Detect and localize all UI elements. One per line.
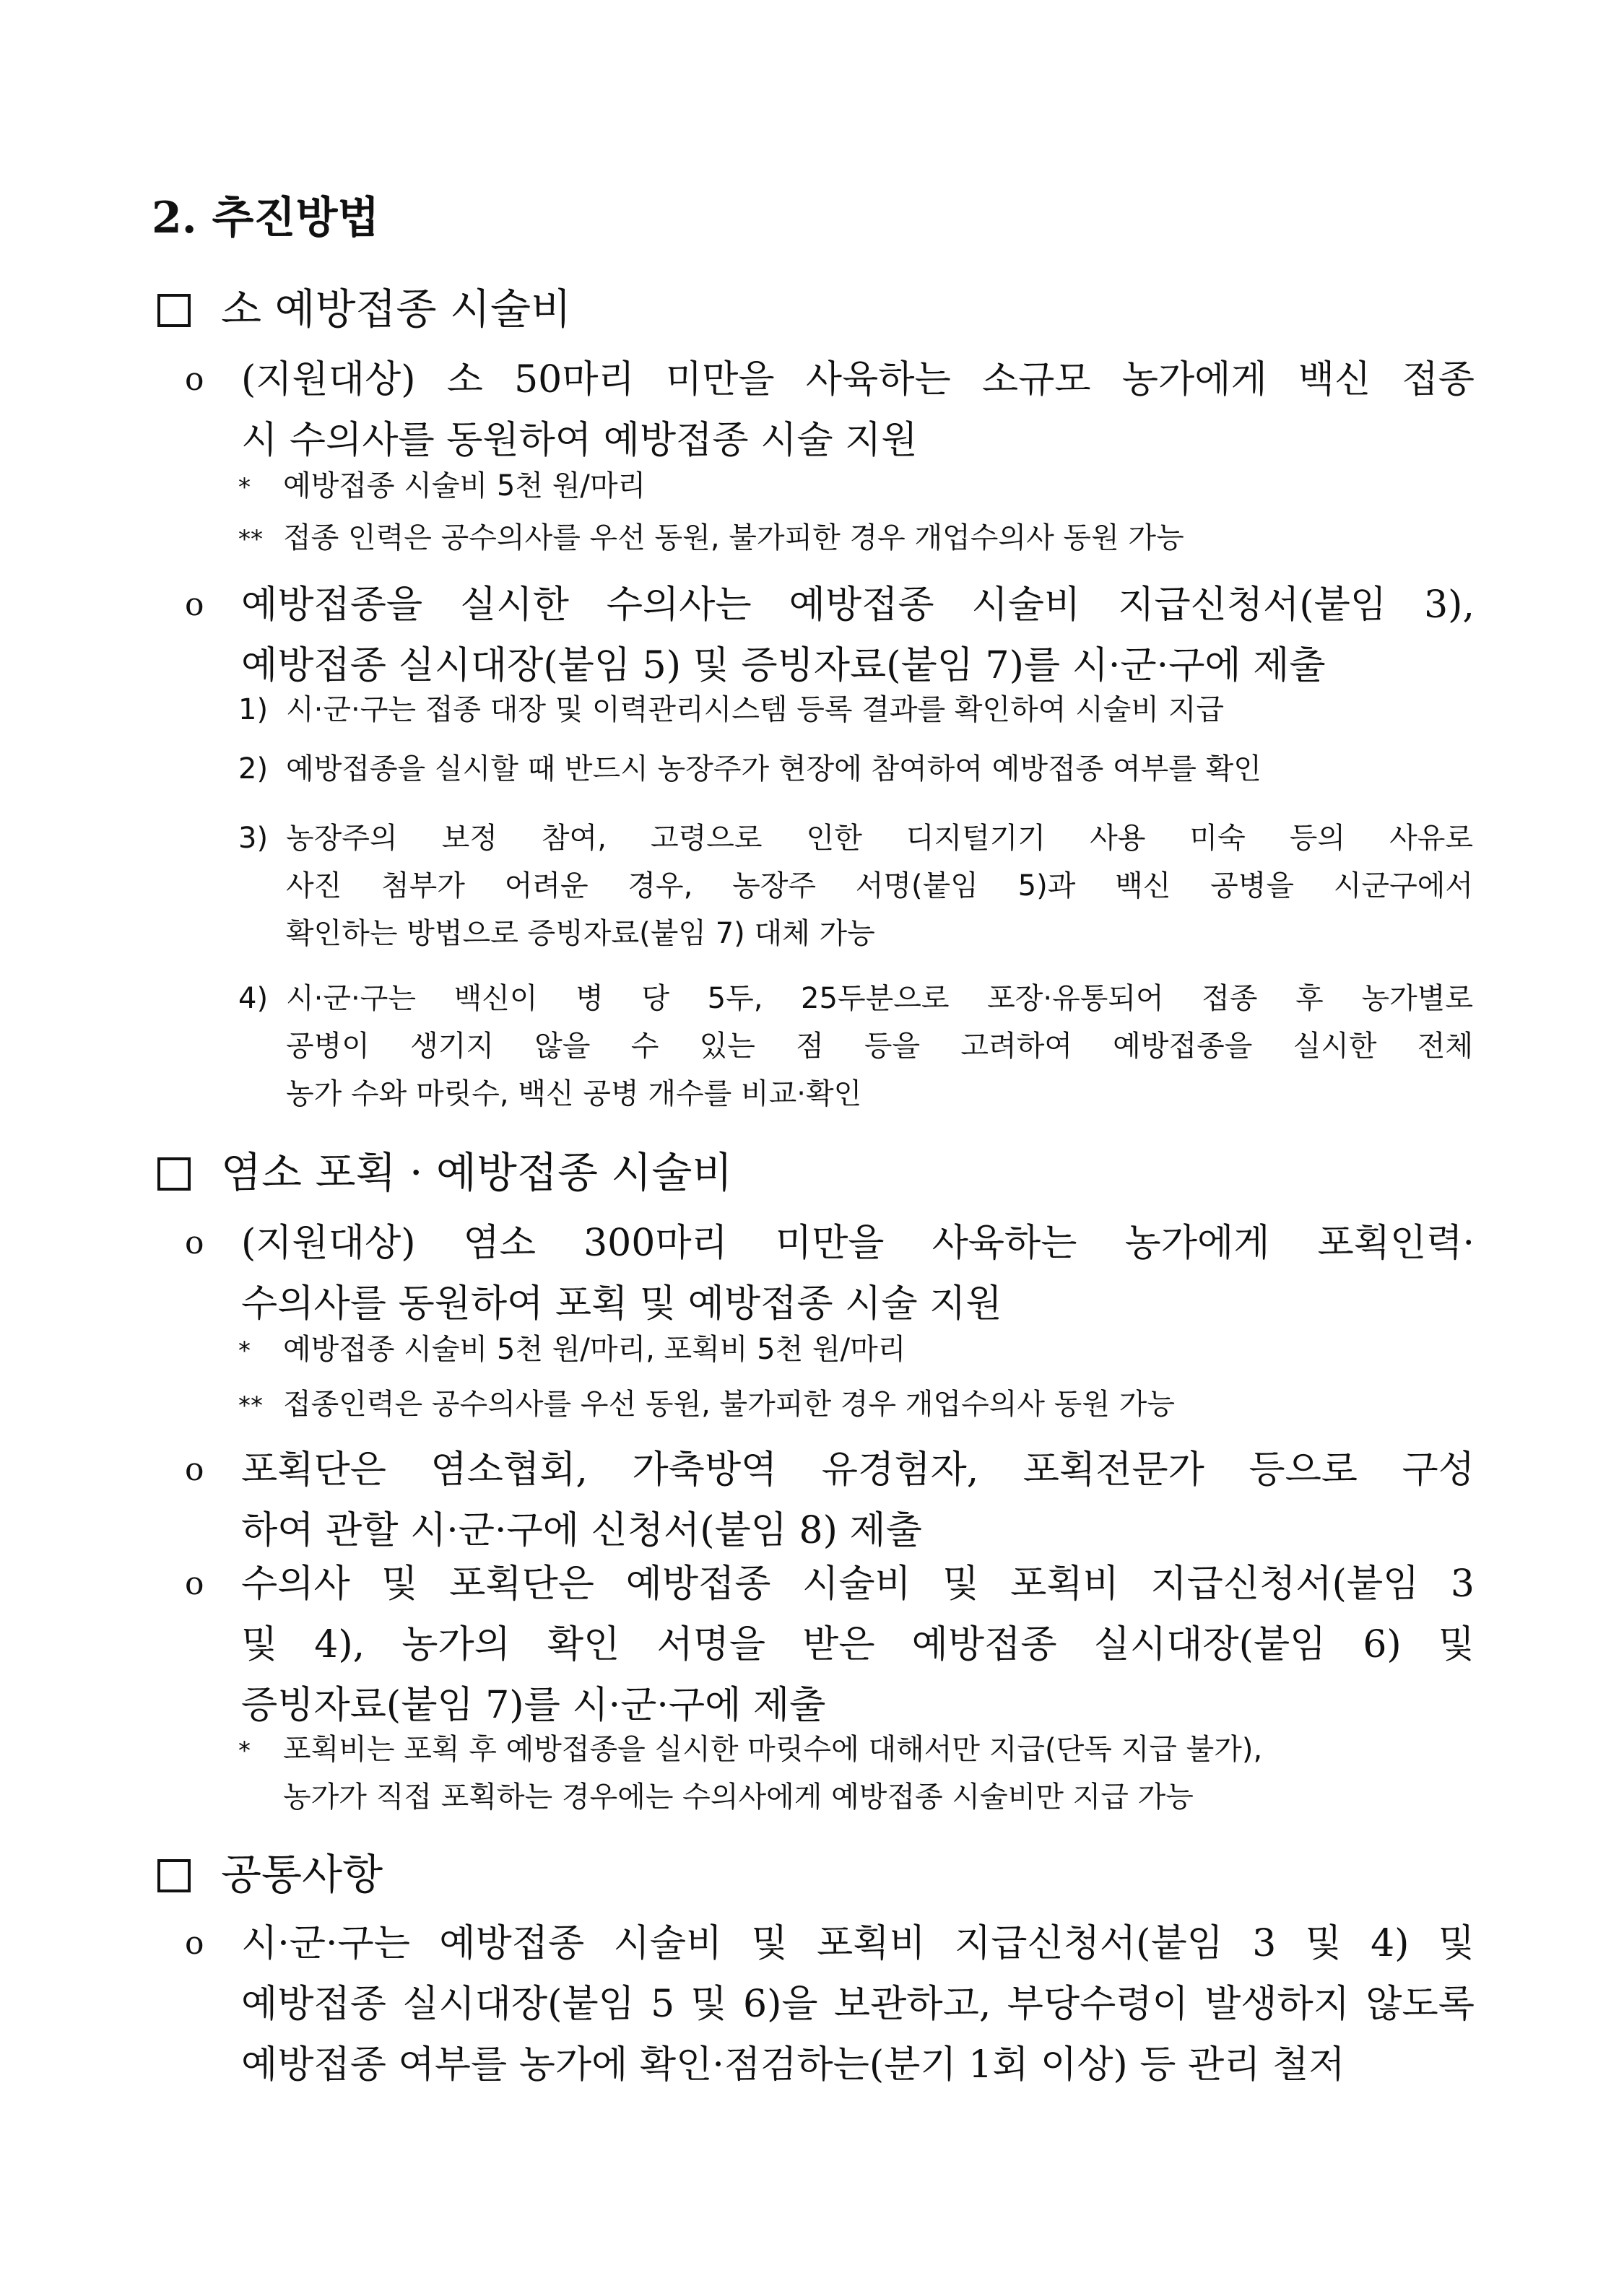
section-title: 소 예방접종 시술비 — [157, 280, 571, 338]
bullet-item: o 수의사 및 포획단은 예방접종 시술비 및 포획비 지급신청서(붙임 3 및 4), 농가의 확인 서명을 받은 예방접종 실시대장(붙임 6) 및 증빙자료(붙임 7)를 시·군·구에 제출 — [189, 1554, 1475, 1736]
section-title: 공통사항 — [157, 1845, 383, 1903]
numbered-item: 2) 예방접종을 실시할 때 반드시 농장주가 현장에 참여하여 예방접종 여부를 확인 — [238, 752, 1262, 786]
circle-bullet-icon: o — [185, 361, 204, 398]
numbered-item: 4) 시·군·구는 백신이 병 당 5두, 25두분으로 포장·유통되어 접종 후 농가별로 공병이 생기지 않을 수 있는 점 등을 고려하여 예방접종을 실시한 전체 농가 수와 마릿수, 백신 공병 개수를 비교·확인 — [238, 982, 1473, 1110]
circle-bullet-icon: o — [185, 1225, 204, 1261]
footnote-continuation: 농가가 직접 포획하는 경우에는 수의사에게 예방접종 시술비만 지급 가능 — [283, 1780, 1194, 1814]
footnote: * 예방접종 시술비 5천 원/마리, 포획비 5천 원/마리 — [238, 1333, 906, 1366]
bullet-item: o (지원대상) 소 50마리 미만을 사육하는 소규모 농가에게 백신 접종 시 수의사를 동원하여 예방접종 시술 지원 — [189, 349, 1475, 471]
footnote: ** 접종 인력은 공수의사를 우선 동원, 불가피한 경우 개업수의사 동원 가능 — [238, 521, 1184, 555]
bullet-item: o 포획단은 염소협회, 가축방역 유경험자, 포획전문가 등으로 구성 하여 관할 시·군·구에 신청서(붙임 8) 제출 — [189, 1440, 1475, 1561]
footnote: * 예방접종 시술비 5천 원/마리 — [238, 469, 646, 503]
footnote: ** 접종인력은 공수의사를 우선 동원, 불가피한 경우 개업수의사 동원 가능 — [238, 1388, 1175, 1421]
circle-bullet-icon: o — [185, 1925, 204, 1962]
checkbox-square-icon — [157, 294, 191, 327]
bullet-item: o 예방접종을 실시한 수의사는 예방접종 시술비 지급신청서(붙임 3), 예방접종 실시대장(붙임 5) 및 증빙자료(붙임 7)를 시·군·구에 제출 — [189, 575, 1475, 696]
section-heading: 2. 추진방법 — [152, 193, 380, 243]
circle-bullet-icon: o — [185, 1451, 204, 1488]
checkbox-square-icon — [157, 1859, 191, 1892]
section-title: 염소 포획 · 예방접종 시술비 — [157, 1144, 733, 1201]
circle-bullet-icon: o — [185, 1565, 204, 1602]
circle-bullet-icon: o — [185, 586, 204, 623]
bullet-item: o 시·군·구는 예방접종 시술비 및 포획비 지급신청서(붙임 3 및 4) 및 예방접종 실시대장(붙임 5 및 6)을 보관하고, 부당수령이 발생하지 않도록 예방접종 여부를 농가에 확인·점검하는(분기 1회 이상) 등 관리 철저 — [189, 1913, 1475, 2095]
numbered-item: 3) 농장주의 보정 참여, 고령으로 인한 디지털기기 사용 미숙 등의 사유로 사진 첨부가 어려운 경우, 농장주 서명(붙임 5)과 백신 공병을 시군구에서 확인하는 방법으로 증빙자료(붙임 7) 대체 가능 — [238, 822, 1473, 950]
footnote: * 포획비는 포획 후 예방접종을 실시한 마릿수에 대해서만 지급(단독 지급 불가), — [238, 1733, 1263, 1766]
bullet-item: o (지원대상) 염소 300마리 미만을 사육하는 농가에게 포획인력· 수의사를 동원하여 포획 및 예방접종 시술 지원 — [189, 1213, 1475, 1334]
checkbox-square-icon — [157, 1157, 191, 1191]
numbered-item: 1) 시·군·구는 접종 대장 및 이력관리시스템 등록 결과를 확인하여 시술비 지급 — [238, 693, 1225, 726]
